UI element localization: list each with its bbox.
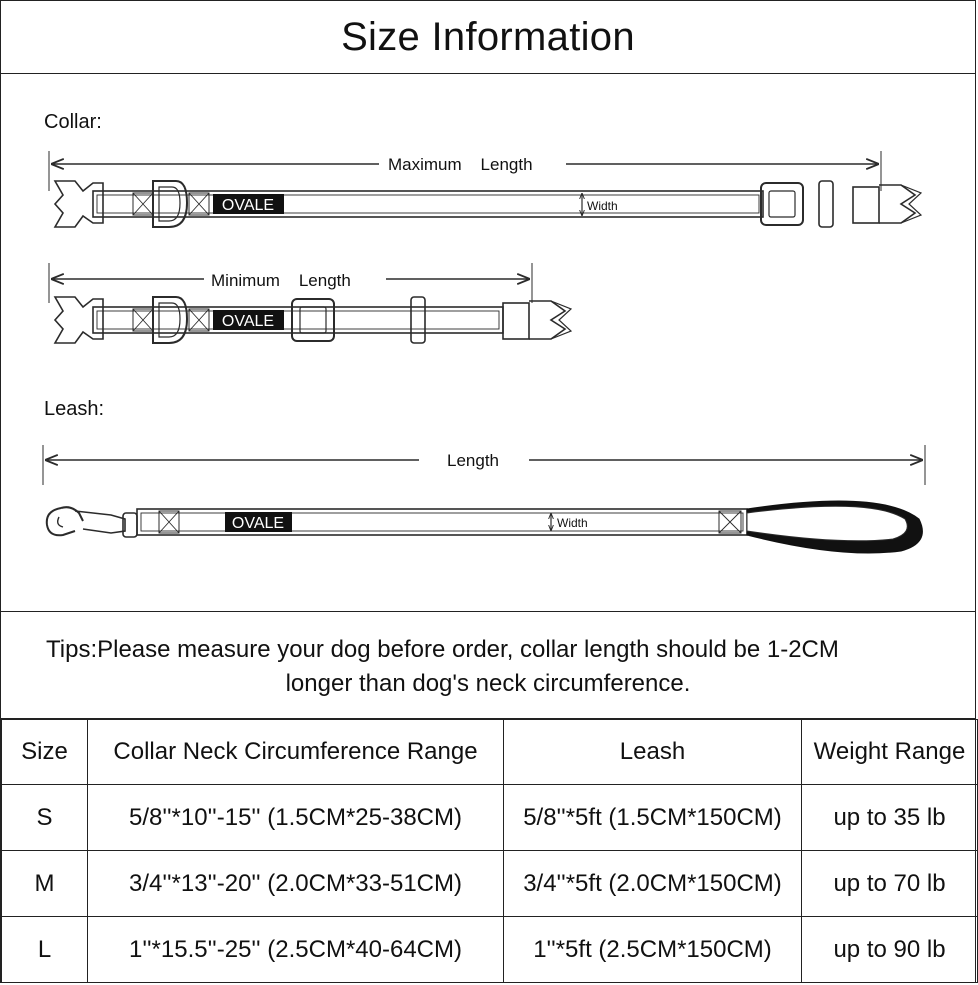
leash-width-label: Width	[557, 516, 588, 530]
leash-length-label: Length	[447, 451, 499, 470]
max-length-label: Maximum Length	[388, 155, 533, 174]
leash-heading: Leash:	[44, 398, 105, 420]
header-size: Size	[2, 720, 88, 785]
weight-range-cell: up to 35 lb	[802, 785, 978, 851]
table-row	[2, 785, 978, 851]
size-table	[1, 719, 978, 983]
size-cell: L	[2, 917, 88, 983]
leash-cell: 1''*5ft (2.5CM*150CM)	[504, 917, 802, 983]
size-cell: S	[2, 785, 88, 851]
collar-width-label: Width	[587, 199, 618, 213]
header-leash: Leash	[504, 720, 802, 785]
weight-range-cell: up to 90 lb	[802, 917, 978, 983]
collar-range-cell: 5/8''*10''-15'' (1.5CM*25-38CM)	[88, 785, 504, 851]
collar-max-length-illustration	[49, 151, 921, 227]
leash-brand-label: OVALE	[231, 515, 285, 532]
page-title: Size Information	[341, 14, 635, 59]
header-collar-range: Collar Neck Circumference Range	[88, 720, 504, 785]
table-row	[2, 917, 978, 983]
leash-cell: 3/4''*5ft (2.0CM*150CM)	[504, 851, 802, 917]
tips-text-line1: Tips:Please measure your dog before order, collar length should be 1-2CM	[46, 636, 839, 663]
collar-brand-label: OVALE	[221, 197, 275, 214]
dimension-diagram	[1, 73, 977, 611]
collar-range-cell: 1''*15.5''-25'' (2.5CM*40-64CM)	[88, 917, 504, 983]
collar-min-brand-label: OVALE	[221, 313, 275, 330]
leash-illustration	[43, 445, 925, 553]
leash-cell: 5/8''*5ft (1.5CM*150CM)	[504, 785, 802, 851]
table-row	[2, 851, 978, 917]
product-diagram	[1, 73, 975, 611]
weight-range-cell: up to 70 lb	[802, 851, 978, 917]
collar-range-cell: 3/4''*13''-20'' (2.0CM*33-51CM)	[88, 851, 504, 917]
title-band	[1, 1, 975, 74]
table-header-row	[2, 720, 978, 785]
tips-band	[1, 611, 975, 719]
collar-min-length-illustration	[49, 263, 571, 343]
min-length-label: Minimum Length	[211, 271, 351, 290]
tips-text-line2: longer than dog's neck circumference.	[285, 670, 691, 697]
header-weight-range: Weight Range	[802, 720, 978, 785]
collar-heading: Collar:	[44, 111, 102, 133]
size-cell: M	[2, 851, 88, 917]
